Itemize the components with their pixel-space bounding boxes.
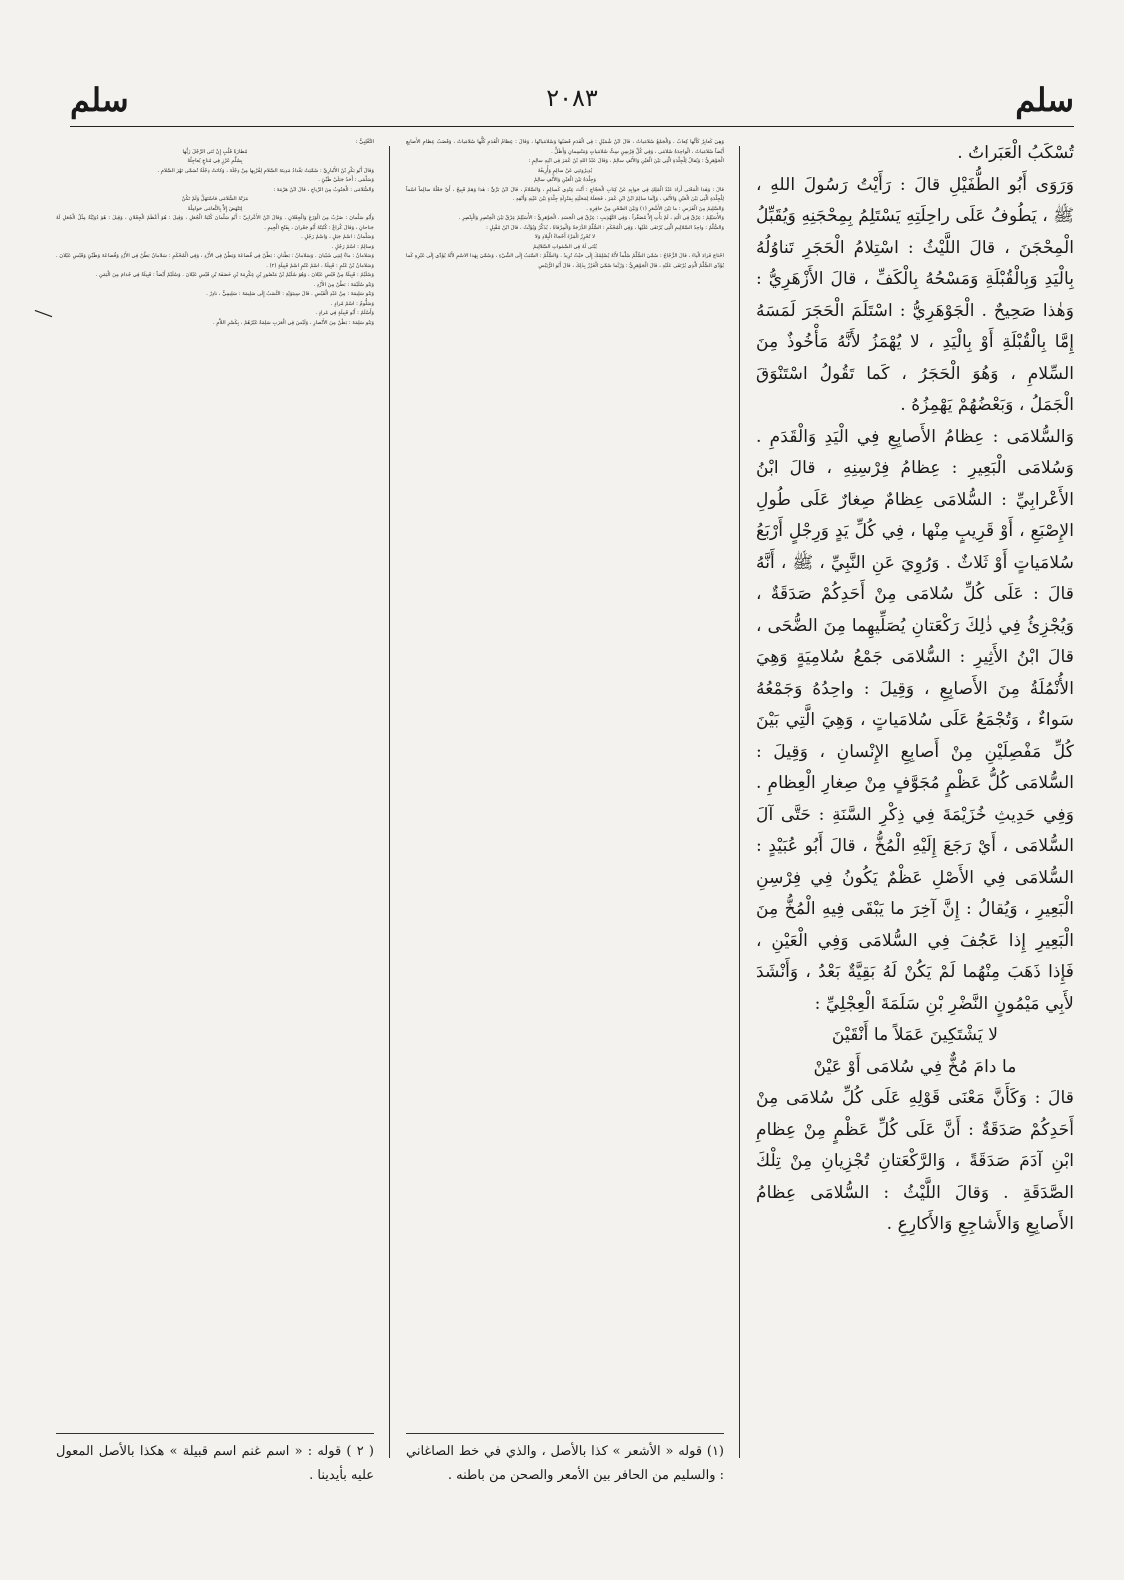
margin-mark: — [30,297,58,327]
verse-line: مُطارَةُ قَلْبٍ إِنْ ثَنَى الرِّجْلَ رَبُّها [182,148,248,155]
paragraph: وَبَنُو سُلَيْمَةَ : بَطْنٌ مِنَ الأَزْدِ . [313,281,374,288]
paragraph: التَّغْلِبِيُّ : [355,139,374,145]
paragraph: وَسَلامانُ : ماءٌ لِبَنِي شَيْبانَ . وَسَلامانُ : بَطْنانِ : بَطْنٌ فِي قُضاعَةَ وَبَطْنٌ فِي الأَزْدِ ، وَفِي الْمُحْكَمِ : سَلامانُ بَطْنٌ فِي الأَزْدِ وَقُضاعَةَ وَطَيِّئٍ وَقَيْسِ عَيْلانَ . وَسَلامانُ بْنُ غَنْمٍ : قَبِيلَةٌ ، اسْمُ غَنْمٍ اسْمُ قَبِيلَةٍ (٢) . [56,253,374,269]
verse-line: ما دامَ مُخٌّ فِي سُلامَى أَوْ عَيْنْ [813,1056,1017,1077]
paragraph: وَسَلْمَى : أَحَدُ جَبَلَيْ طَيِّئٍ . [318,177,374,183]
paragraph: وَأَسْلَمُ : أَبُو قَبِيلَةٍ فِي مُرادٍ . [315,310,374,316]
page-number: ٢٠٨٣ [546,84,598,112]
column-3 [56,138,374,1483]
paragraph: وَرَوَى أَبُو الطُّفَيْلِ قالَ : رَأَيْتُ رَسُولَ اللهِ ، ﷺ ، يَطُوفُ عَلَى راحِلَتِهِ يَسْتَلِمُ بِمِحْجَنِهِ وَيُقَبِّلُ الْمِحْجَنَ ، قالَ اللَّيْثُ : اسْتِلامُ الْحَجَرِ تَناوُلُهُ بِالْيَدِ وَبِالْقُبْلَةِ وَمَسْحُهُ بِالْكَفِّ ، قالَ الأَزْهَرِيُّ : وَهٰذا صَحِيحٌ . الْجَوْهَرِيُّ : اسْتَلَمَ الْحَجَرَ لَمَسَهُ إِمَّا بِالْقُبْلَةِ أَوْ بِالْيَدِ ، لا يُهْمَزُ لأَنَّهُ مَأْخُوذٌ مِنَ السِّلامِ ، وَهُوَ الْحَجَرُ ، كَما تَقُولُ اسْتَنْوَقَ الْجَمَلُ ، وَبَعْضُهُمْ يَهْمِزُهُ . [756,174,1074,415]
paragraph: تُسْكَبُ الْعَبَراتُ . [957,143,1074,163]
paragraph: قالَ : وَهٰذا الْمَعْنَى أَرادَ عَبْدُ الْمَلِكِ فِي جَوابِهِ عَنْ كِتابِ الْحَجّاجِ : أَنْتَ عِنْدِي كَسالِمٍ ، وَالسَّلامُ ، قالَ ابْنُ بَرِّيٍّ : هٰذا وَهَمٌ قَبِيحٌ ، أَيْ جَعْلُهُ سالِماً اسْماً لِلْجِلْدَةِ الَّتِي بَيْنَ الْعَيْنِ وَالأَنْفِ ، وَإِنَّما سالِمٌ ابْنُ ابْنِ عُمَرَ ، فَجَعَلَهُ لِمَحَبَّتِهِ بِمَنْزِلَةِ جِلْدَةٍ بَيْنَ عَيْنِهِ وَأَنْفِهِ . [406,186,724,202]
paragraph: احْتاجَ فَزادَ الْياءَ ، قالَ الزَّجّاجُ : سُمِّيَ السُّلَّمُ سُلَّماً لأَنَّهُ يُسْلِمُكَ إِلَى حَيْثُ تُرِيدُ . وَالسُّلَّمُ : السَّبَبُ إِلَى الشَّيْءِ ، وَسُمِّيَ بِهٰذا الاسْمِ لأَنَّهُ يُؤَدِّي إِلَى غَيْرِهِ كَما يُؤَدِّي السُّلَّمُ الَّذِي يُرْتَقَى عَلَيْهِ ، قالَ الْجَوْهَرِيُّ : وَرُبَّما سُمِّيَ الْغَرْزُ بِذٰلِكَ ، قالَ أَبُو الرُّبَيْسِ [406,253,724,269]
paragraph: وَالسُّلامَى : عِظامُ الأَصابِعِ فِي الْيَدِ وَالْقَدَمِ . وَسُلامَى الْبَعِيرِ : عِظامُ فِرْسِنِهِ ، قالَ ابْنُ الأَعْرابِيِّ : السُّلامَى عِظامٌ صِغارٌ عَلَى طُولِ الإِصْبَعِ ، أَوْ قَرِيبٍ مِنْها ، فِي كُلِّ يَدٍ وَرِجْلٍ أَرْبَعُ سُلامَياتٍ أَوْ ثَلاثٌ . وَرُوِيَ عَنِ النَّبِيِّ ، ﷺ ، أَنَّهُ قالَ : عَلَى كُلِّ سُلامَى مِنْ أَحَدِكُمْ صَدَقَةٌ ، وَيُجْزِئُ فِي ذٰلِكَ رَكْعَتانِ يُصَلِّيهِما مِنَ الضُّحَى ، قالَ ابْنُ الأَثِيرِ : السُّلامَى جَمْعُ سُلامِيَةٍ وَهِيَ الأُنْمُلَةُ مِنَ الأَصابِعِ ، وَقِيلَ : واحِدُهُ وَجَمْعُهُ سَواءٌ ، وَتُجْمَعُ عَلَى سُلامَياتٍ ، وَهِيَ الَّتِي بَيْنَ كُلِّ مَفْصِلَيْنِ مِنْ أَصابِعِ الإِنْسانِ ، وَقِيلَ : السُّلامَى كُلُّ عَظْمٍ مُجَوَّفٍ مِنْ صِغارِ الْعِظامِ . وَفِي حَدِيثِ خُزَيْمَةَ فِي ذِكْرِ السَّنَةِ : حَتَّى آلَ السُّلامَى ، أَيْ رَجَعَ إِلَيْهِ الْمُخُّ ، قالَ أَبُو عُبَيْدٍ : السُّلامَى فِي الأَصْلِ عَظْمٌ يَكُونُ فِي فِرْسِنِ الْبَعِيرِ ، وَيُقالُ : إِنَّ آخِرَ ما يَبْقَى فِيهِ الْمُخُّ مِنَ الْبَعِيرِ إِذا عَجُفَ فِي السُّلامَى وَفِي الْعَيْنِ ، فَإِذا ذَهَبَ مِنْهُما لَمْ يَكُنْ لَهُ بَقِيَّةٌ بَعْدُ ، وَأَنْشَدَ لأَبِي مَيْمُونٍ النَّضْرِ بْنِ سَلَمَةَ الْعِجْلِيِّ : [756,426,1074,1014]
verse-line: بِسُلَّمِ غَرْزٍ فِي مُناخٍ يُعاجِلُهْ [187,158,243,164]
paragraph: وَأَبُو سَلْمانَ : ضَرْبٌ مِنَ الْوَزَغِ وَالْجِعْلانِ . وَقالَ ابْنُ الأَعْرابِيِّ : أَبُو سَلْمانَ كُنْيَةُ الْجُعَلِ ، وَقِيلَ : هُوَ أَعْظَمُ الْجِعْلانِ ، وَقِيلَ : هُوَ دُوَيْبَّةٌ مِثْلُ الْجُعَلِ لَهُ جَناحانِ ، وَقالَ كُراعٌ : كُنْيَتُهُ أَبُو جَعْرانَ ، بِفَتْحِ الْجِيمِ . [56,215,374,231]
footnote: (١) قوله « الأشعر » كذا بالأصل ، والذي في خط الصاغاني : والسليم من الحافر بين الأمعر والصحن من باطنه . [406,1433,724,1488]
page-header [70,78,1074,127]
verse-line: يُدِيرُونَنِي عَنْ سالِمٍ وَأُرِيغُهُ [537,167,593,174]
paragraph: وَسالِمٌ : اسْمُ رَجُلٍ . [331,243,374,250]
paragraph: وَالأُسَيْلِمُ : عِرْقٌ فِي الْيَدِ ، لَمْ يَأْتِ إِلاَّ مُصَغَّراً ، وَفِي التَّهْذِيبِ : عِرْقٌ فِي الْجَسَدِ . الْجَوْهَرِيُّ : الأُسَيْلِمُ عِرْقٌ بَيْنَ الْخِنْصِرِ وَالْبِنْصِرِ . [458,215,724,221]
verse-line: وَجِلْدَةُ بَيْنَ الْعَيْنِ وَالأَنْفِ سالِمُ [533,177,597,183]
paragraph: وَسُلَيْمٌ : قَبِيلَةٌ مِنْ قَيْسِ عَيْلانَ ، وَهُوَ سُلَيْمُ بْنُ مَنْصُورِ بْنِ عِكْرِمَةَ بْنِ خَصَفَةَ بْنِ قَيْسِ عَيْلانَ . وَسُلَيْمٌ أَيْضاً : قَبِيلَةٌ فِي جُذامَ مِنَ الْيَمَنِ . [95,272,374,278]
column-divider [739,146,740,1458]
verse-line: يُبْنَى لَهُ فِي السَّمٰواتِ السَّلالِيمُ [533,243,597,250]
paragraph: وَبَنُو سَلِيمَةَ : مِنْ عَبْدِ الْقَيْسِ . قالَ سِيبَوَيْهِ : النَّسَبُ إِلَى سَلِيمَةَ : سَلِيمِيٌّ ، نادِرٌ . [206,291,374,297]
running-head-left: سلم [70,81,129,119]
verse-line: مَرَتْهُ السُّلامَى فاسْتَهَلَّ وَلَمْ تَكُنْ [181,196,249,202]
paragraph: وَالسَّلِيمُ مِنَ الْفَرَسِ : ما بَيْنَ الأَشْعَرِ (١) وَبَيْنَ الصَّحْنِ مِنْ حافِرِهِ . [586,205,724,212]
running-head-right: سلم [1015,81,1074,119]
verse-line: لِتَنْهَضَ إِلاَّ بِالنُّعامَى حَوامِلُهْ [187,205,243,212]
paragraph: وَهِيَ كَعابِرُ كَأَنَّها كِعابٌ ، وَالْجَمْعُ سُلامَياتٌ ، قالَ ابْنُ شُمَيْلٍ : فِي الْقَدَمِ قَصَبُها وَسُلامَياتُها ، وَقالَ : عِظامُ الْقَدَمِ كُلُّها سُلامَياتٌ ، وَقَصَبُ عِظامِ الأَصابِعِ أَيْضاً سُلامَياتٌ ، الْواحِدَةُ سُلامَى ، وَفِي كُلِّ فِرْسِنٍ سِتُّ سُلامَياتٍ وَمَنْسِمانِ وَأَظَلُّ . [406,139,724,155]
paragraph: وَالسُّلامَى : الْجَنُوبُ مِنَ الرِّياحِ ، قالَ ابْنُ هَرْمَةَ : [273,186,374,193]
column-2 [406,138,724,1483]
verse-line: لا تُحْرِزُ الْمَرْءَ أَحْجاءُ الْبِلادِ وَلا [534,234,596,240]
paragraph: وَسَلُّومٌ : اسْمُ مُرادٍ . [330,300,374,307]
verse-line: لا يَشْتَكِينَ عَمَلاً ما أَنْقَيْنَ [831,1025,999,1045]
paragraph: وَسَلْمانُ : اسْمُ جَبَلٍ ، وَاسْمُ رَجُلٍ . [301,234,374,240]
paragraph: قالَ : وَكَأَنَّ مَعْنَى قَوْلِهِ عَلَى كُلِّ سُلامَى مِنْ أَحَدِكُمْ صَدَقَةٌ : أَنَّ عَلَى كُلِّ عَظْمٍ مِنْ عِظامِ ابْنِ آدَمَ صَدَقَةً ، وَالرَّكْعَتانِ تُجْزِيانِ مِنْ تِلْكَ الصَّدَقَةِ . وَقالَ اللَّيْثُ : السُّلامَى عِظامُ الأَصابِعِ وَالأَشاجِعِ وَالأَكارِعِ . [756,1088,1074,1234]
paragraph: وَبَنُو سَلِمَةَ : بَطْنٌ مِنَ الأَنْصارِ ، وَلَيْسَ فِي الْعَرَبِ سَلِمَةُ غَيْرُهُمْ ، بِكَسْرِ اللاَّمِ . [213,319,374,326]
column-1 [756,138,1074,1458]
paragraph: وَالسُّلَّمُ : واحِدُ السَّلالِيمِ الَّتِي يُرْتَقَى عَلَيْها ، وَفِي الْمُحْكَمِ : السُّلَّمُ الدَّرَجَةُ وَالْمِرْقاةُ ، يُذَكَّرُ وَيُؤَنَّثُ ، قالَ ابْنُ مُقْبِلٍ : [486,224,724,231]
column-divider [389,146,390,1458]
text-columns [56,138,1074,1483]
paragraph: الْجَوْهَرِيُّ : وَيُقالُ لِلْجِلْدَةِ الَّتِي بَيْنَ الْعَيْنِ وَالأَنْفِ سالِمٌ ، وَقالَ عَبْدُ اللهِ بْنُ عُمَرَ فِي ابْنِهِ سالِمٍ : [528,158,724,164]
paragraph: وَقالَ أَبُو بَكْرِ بْنُ الأَنْبارِيِّ : سُمِّيَتْ بَغْدادُ مَدِينَةَ السَّلامِ لِقُرْبِها مِنْ دِجْلَةَ ، وَكانَتْ دِجْلَةُ تُسَمَّى نَهْرَ السَّلامِ . [157,167,374,174]
footnote: ( ٢ ) قوله : « اسم غنم اسم قبيلة » هكذا بالأصل المعول عليه بأيدينا . [56,1433,374,1488]
